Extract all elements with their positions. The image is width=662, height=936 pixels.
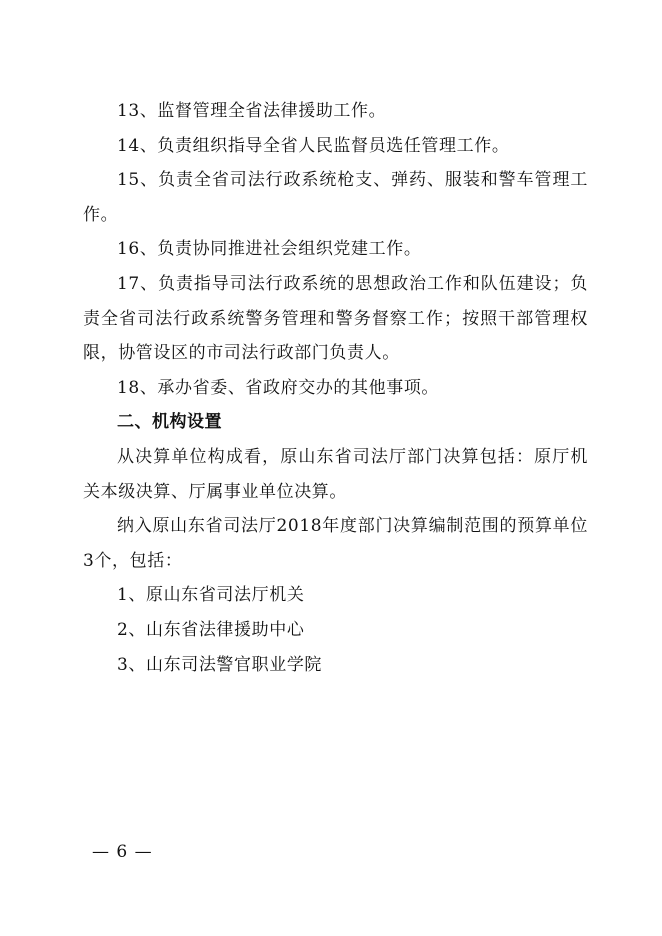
section-heading-organization: 二、机构设置 xyxy=(117,412,222,433)
duty-item-16: 16、负责协同推进社会组织党建工作。 xyxy=(117,239,422,260)
duty-item-14: 14、负责组织指导全省人民监督员选任管理工作。 xyxy=(117,135,510,156)
unit-item-3: 3、山东司法警官职业学院 xyxy=(117,654,323,675)
section-paragraph-composition: 从决算单位构成看，原山东省司法厅部门决算包括：原厅机关本级决算、厅属事业单位决算。 xyxy=(83,446,588,502)
section-paragraph-scope: 纳入原山东省司法厅2018年度部门决算编制范围的预算单位3个，包括： xyxy=(83,516,588,571)
duty-item-18: 18、承办省委、省政府交办的其他事项。 xyxy=(117,377,440,398)
unit-item-2: 2、山东省法律援助中心 xyxy=(117,619,305,640)
unit-item-1: 1、原山东省司法厅机关 xyxy=(117,585,305,606)
document-body xyxy=(83,94,588,682)
page-number: — 6 — xyxy=(92,842,153,862)
duty-item-13: 13、监督管理全省法律援助工作。 xyxy=(117,101,387,121)
duty-item-15: 15、负责全省司法行政系统枪支、弹药、服装和警车管理工作。 xyxy=(83,170,588,225)
duty-item-17: 17、负责指导司法行政系统的思想政治工作和队伍建设；负责全省司法行政系统警务管理和警务督察工作；按照干部管理权限，协管设区的市司法行政部门负责人。 xyxy=(83,273,588,364)
